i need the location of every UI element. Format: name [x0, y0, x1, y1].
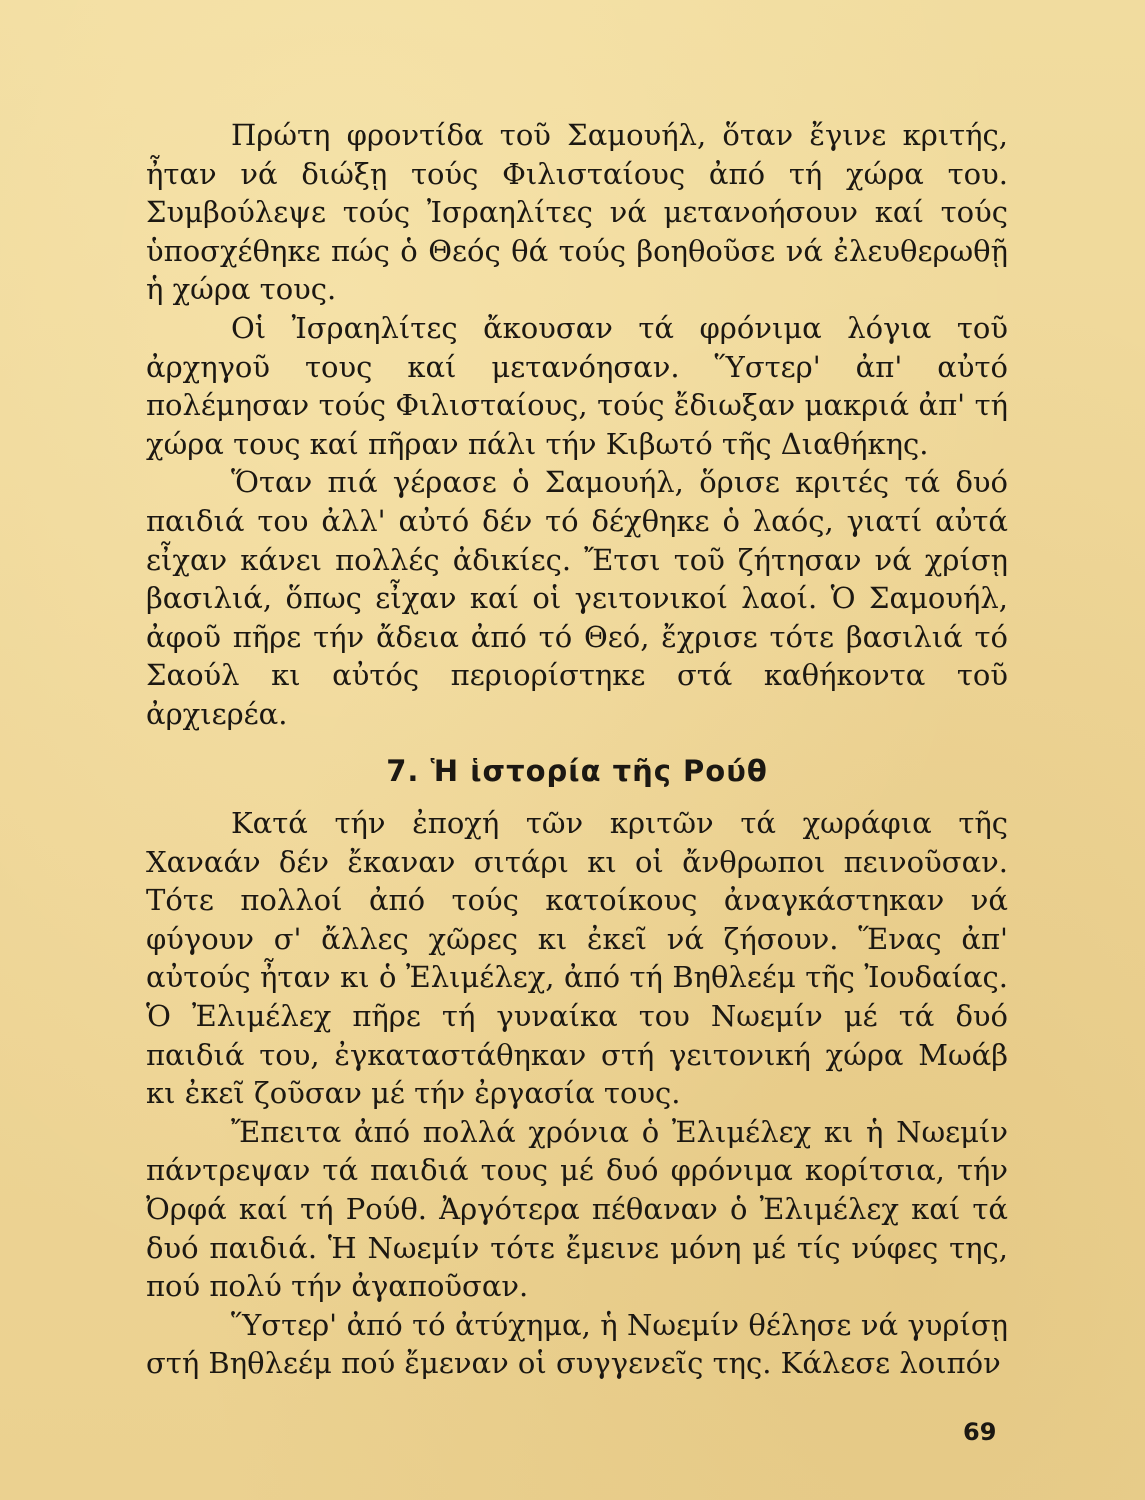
section-heading: 7. Ἡ ἱστορία τῆς Ρούθ [386, 753, 768, 788]
paragraph: Οἱ Ἰσραηλίτες ἄκουσαν τά φρόνιμα λόγια τοῦ ἀρχηγοῦ τους καί μετανόησαν. Ὕστερ' ἀπ' αὐτό πολέμησαν τούς Φιλισταίους, τούς ἔδιωξαν μακριά ἀπ' τή χώρα τους καί πῆραν πάλι τήν Κιβωτό τῆς Διαθήκης. [146, 310, 1008, 461]
paragraph: Κατά τήν ἐποχή τῶν κριτῶν τά χωράφια τῆς Χαναάν δέν ἔκαναν σιτάρι κι οἱ ἄνθρωποι πεινοῦσαν. Τότε πολλοί ἀπό τούς κατοίκους ἀναγκάστηκαν νά φύγουν σ' ἄλλες χῶρες κι ἐκεῖ νά ζήσουν. Ἕνας ἀπ' αὐτούς ἦταν κι ὁ Ἐλιμέλεχ, ἀπό τή Βηθλεέμ τῆς Ἰουδαίας. Ὁ Ἐλιμέλεχ πῆρε τή γυναίκα του Νωεμίν μέ τά δυό παιδιά του, ἐγκαταστάθηκαν στή γειτονική χώρα Μωάβ κι ἐκεῖ ζοῦσαν μέ τήν ἐργασία τους. [146, 806, 1008, 1111]
paragraph: Ἔπειτα ἀπό πολλά χρόνια ὁ Ἐλιμέλεχ κι ἡ Νωεμίν πάντρεψαν τά παιδιά τους μέ δυό φρόνιμα κορίτσια, τήν Ὀρφά καί τή Ρούθ. Ἀργότερα πέθαναν ὁ Ἐλιμέλεχ καί τά δυό παιδιά. Ἡ Νωεμίν τότε ἔμεινε μόνη μέ τίς νύφες της, πού πολύ τήν ἀγαποῦσαν. [146, 1114, 1008, 1304]
page-body [146, 116, 1008, 1383]
page-number: 69 [963, 1418, 997, 1446]
paragraph: Πρώτη φροντίδα τοῦ Σαμουήλ, ὅταν ἔγινε κριτής, ἦταν νά διώξῃ τούς Φιλισταίους ἀπό τή χώρα του. Συμβούλεψε τούς Ἰσραηλίτες νά μετανοήσουν καί τούς ὑποσχέθηκε πώς ὁ Θεός θά τούς βοηθοῦσε νά ἐλευθερωθῇ ἡ χώρα τους. [146, 118, 1008, 307]
paragraph: Ὅταν πιά γέρασε ὁ Σαμουήλ, ὅρισε κριτές τά δυό παιδιά του ἀλλ' αὐτό δέν τό δέχθηκε ὁ λαός, γιατί αὐτά εἶχαν κάνει πολλές ἀδικίες. Ἔτσι τοῦ ζήτησαν νά χρίσῃ βασιλιά, ὅπως εἶχαν καί οἱ γειτονικοί λαοί. Ὁ Σαμουήλ, ἀφοῦ πῆρε τήν ἄδεια ἀπό τό Θεό, ἔχρισε τότε βασιλιά τό Σαούλ κι αὐτός περιορίστηκε στά καθήκοντα τοῦ ἀρχιερέα. [146, 465, 1008, 731]
paragraph: Ὕστερ' ἀπό τό ἀτύχημα, ἡ Νωεμίν θέλησε νά γυρίσῃ στή Βηθλεέμ πού ἔμεναν οἱ συγγενεῖς της. Κάλεσε λοιπόν [146, 1307, 1008, 1381]
